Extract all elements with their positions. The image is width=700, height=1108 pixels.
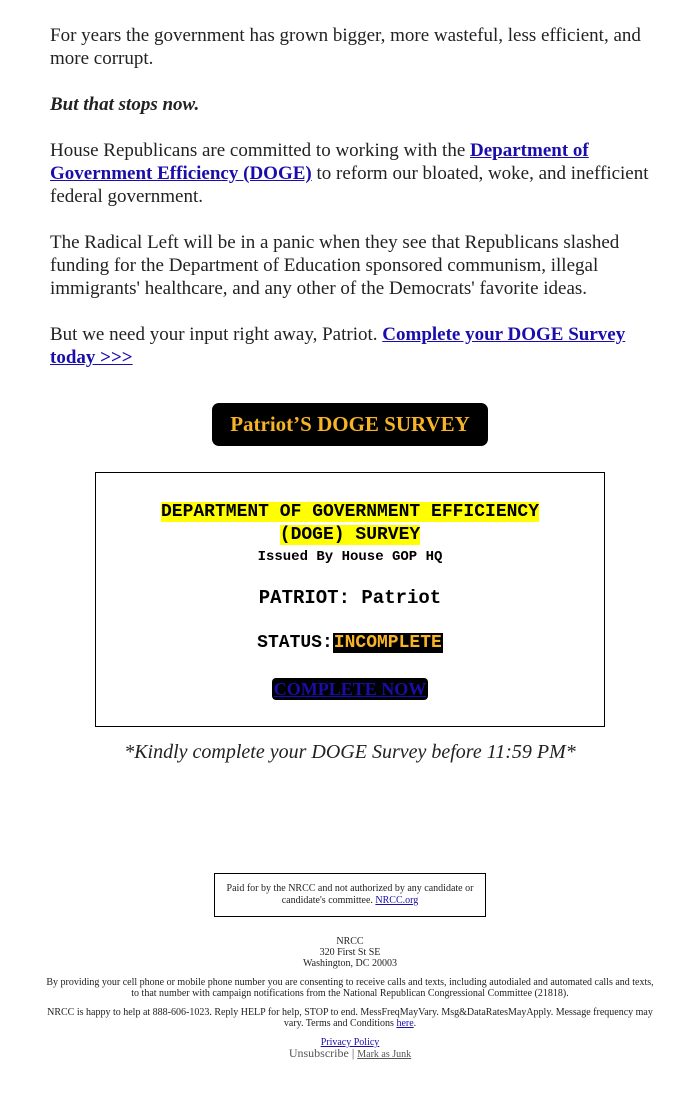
doge-paragraph — [50, 139, 655, 208]
status-label: STATUS: — [257, 633, 333, 653]
patriot-name: Patriot — [361, 587, 442, 609]
status-line — [96, 632, 604, 654]
nrcc-org-link[interactable]: NRCC.org — [375, 895, 419, 906]
deadline-note: *Kindly complete your DOGE Survey before 11:59 PM* — [124, 741, 576, 763]
footer — [45, 936, 655, 1060]
terms-link[interactable]: here — [396, 1018, 414, 1029]
input-paragraph — [50, 323, 655, 369]
issued-by: Issued By House GOP HQ — [257, 549, 443, 565]
radical-left-paragraph: The Radical Left will be in a panic when they see that Republicans slashed funding for the Department of Education sponsored communism, illegal immigrants' healthcare, and any other of the Democrats' favorite ideas. — [50, 232, 620, 299]
patriot-label: PATRIOT: — [258, 587, 362, 609]
doge-paragraph-text-end: to reform our bloated, woke, and inefficient federal government. — [50, 163, 649, 207]
footer-help — [45, 1007, 655, 1029]
doge-survey-button[interactable]: Patriot’S DOGE SURVEY — [212, 403, 488, 446]
doge-paragraph-text-start: House Republicans are committed to working with the — [50, 140, 471, 161]
complete-survey-link[interactable]: Complete your DOGE Survey today >>> — [50, 324, 626, 368]
footer-address-line-1: 320 First St SE — [319, 947, 381, 958]
paid-for-text-wrap — [215, 883, 485, 907]
emphasis-paragraph: But that stops now. — [50, 94, 200, 115]
footer-consent: By providing your cell phone or mobile phone number you are consenting to receive calls and texts, including autodialed and automated calls and texts, to that number with campaign notifications from the National Republican Congressional Committee (21818). — [46, 977, 654, 999]
unsubscribe-separator: | — [348, 1046, 358, 1060]
footer-address-line-2: Washington, DC 20003 — [303, 958, 397, 969]
footer-org: NRCC — [336, 936, 364, 947]
intro-paragraph: For years the government has grown bigger, more wasteful, less efficient, and more corrupt. — [50, 25, 641, 69]
patriot-line — [96, 586, 604, 610]
input-paragraph-text: But we need your input right away, Patriot. — [50, 324, 383, 345]
survey-title — [96, 501, 604, 547]
paid-for-disclaimer — [214, 873, 486, 917]
privacy-policy-link[interactable]: Privacy Policy — [320, 1037, 380, 1048]
doge-link[interactable]: Department of Government Efficiency (DOGE) — [50, 140, 589, 184]
email-body — [50, 24, 655, 392]
survey-title-line-2: (DOGE) SURVEY — [279, 525, 421, 545]
unsubscribe-row — [45, 1048, 655, 1060]
complete-now-button[interactable]: COMPLETE NOW — [273, 679, 427, 699]
footer-help-text: NRCC is happy to help at 888-606-1023. Reply HELP for help, STOP to end. MessFreqMayVary. Msg&DataRatesMayApply. Message frequency may vary. Terms and Conditions — [47, 1007, 653, 1029]
mark-as-junk-link[interactable]: Mark as Junk — [357, 1049, 412, 1060]
paid-for-text: Paid for by the NRCC and not authorized by any candidate or candidate's committee. — [226, 883, 474, 906]
survey-card — [95, 472, 605, 727]
footer-help-end: . — [413, 1018, 417, 1029]
status-badge: INCOMPLETE — [333, 633, 442, 653]
unsubscribe-link[interactable]: Unsubscribe — [288, 1046, 349, 1060]
survey-title-line-1: DEPARTMENT OF GOVERNMENT EFFICIENCY — [160, 502, 540, 522]
footer-address — [45, 936, 655, 969]
